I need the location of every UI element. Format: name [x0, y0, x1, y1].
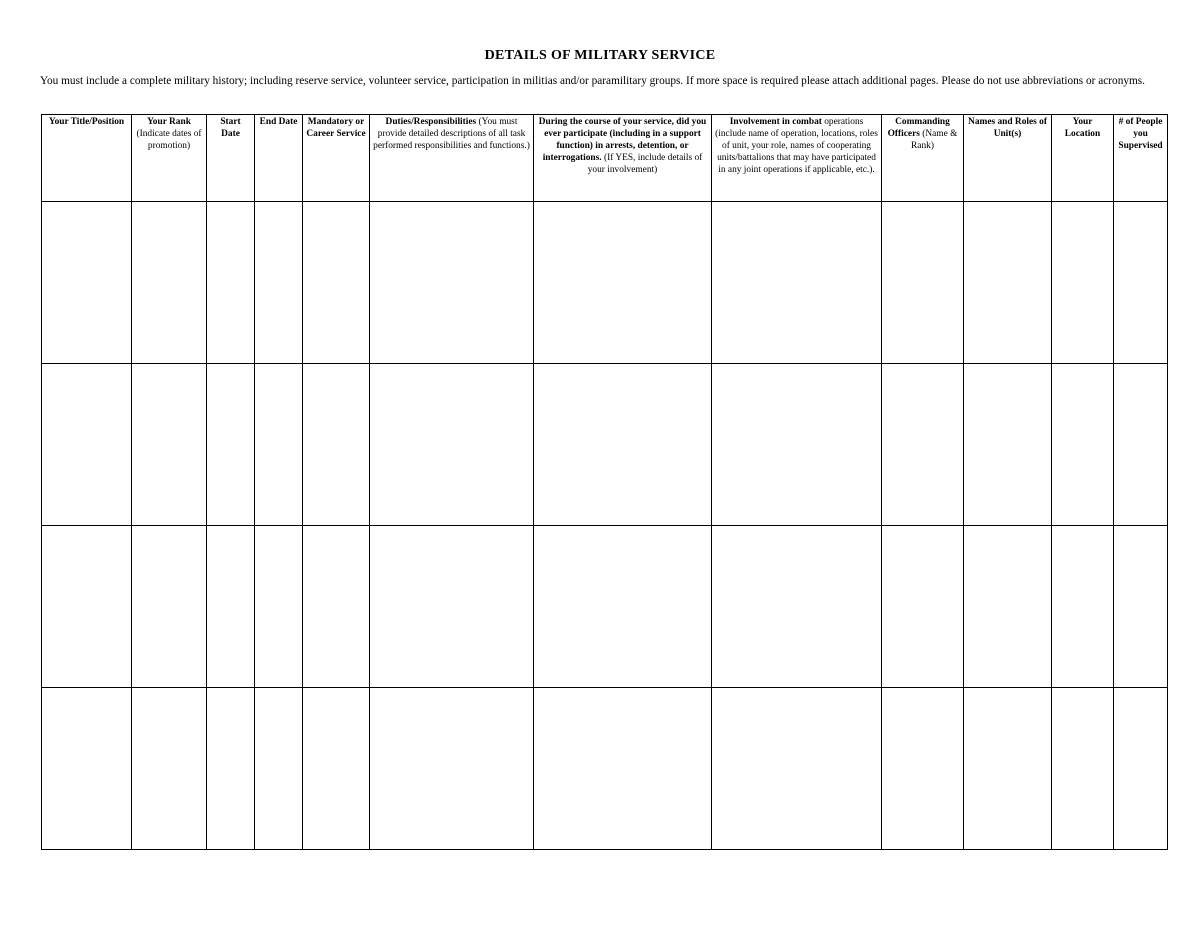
table-cell[interactable] — [42, 526, 132, 688]
table-cell[interactable] — [964, 688, 1052, 850]
table-cell[interactable] — [303, 688, 370, 850]
table-cell[interactable] — [712, 688, 882, 850]
table-cell[interactable] — [712, 526, 882, 688]
header-main: Your Rank — [147, 117, 191, 127]
header-row — [42, 115, 1168, 202]
table-cell[interactable] — [132, 688, 207, 850]
header-arrests-detention — [534, 115, 712, 202]
table-cell[interactable] — [42, 364, 132, 526]
table-cell[interactable] — [370, 202, 534, 364]
table-cell[interactable] — [712, 364, 882, 526]
table-cell[interactable] — [964, 526, 1052, 688]
table-row — [42, 202, 1168, 364]
table-cell[interactable] — [255, 202, 303, 364]
table-row — [42, 688, 1168, 850]
table-cell[interactable] — [882, 202, 964, 364]
table-cell[interactable] — [882, 364, 964, 526]
header-main: Mandatory or Career Service — [306, 117, 366, 139]
table-cell[interactable] — [255, 364, 303, 526]
header-sub: (Name & Rank) — [911, 129, 958, 151]
document-title: DETAILS OF MILITARY SERVICE — [484, 48, 716, 63]
header-sub: operations (include name of operation, locations, roles of unit, your role, names of cooperating units/battalions that may have participated in any joint operations if applicable, etc.). — [715, 117, 878, 175]
table-cell[interactable] — [882, 526, 964, 688]
table-body — [42, 202, 1168, 850]
table-cell[interactable] — [207, 526, 255, 688]
table-cell[interactable] — [42, 688, 132, 850]
table-cell[interactable] — [1114, 688, 1168, 850]
table-cell[interactable] — [370, 526, 534, 688]
header-location — [1052, 115, 1114, 202]
header-sub: (Indicate dates of promotion) — [136, 129, 202, 151]
table-cell[interactable] — [303, 364, 370, 526]
table-cell[interactable] — [1052, 526, 1114, 688]
table-cell[interactable] — [1114, 526, 1168, 688]
table-cell[interactable] — [42, 202, 132, 364]
table-cell[interactable] — [534, 202, 712, 364]
table-cell[interactable] — [255, 688, 303, 850]
military-service-table — [41, 114, 1168, 850]
table-cell[interactable] — [207, 364, 255, 526]
table-cell[interactable] — [207, 202, 255, 364]
table-cell[interactable] — [1114, 364, 1168, 526]
table-cell[interactable] — [712, 202, 882, 364]
table-row — [42, 526, 1168, 688]
header-main: Commanding Officers — [887, 117, 950, 139]
header-main: Names and Roles of Unit(s) — [968, 117, 1047, 139]
header-main: Involvement in combat — [729, 117, 822, 127]
table-cell[interactable] — [964, 202, 1052, 364]
header-main: Duties/Responsibilities — [385, 117, 477, 127]
table-cell[interactable] — [1052, 688, 1114, 850]
header-rank — [132, 115, 207, 202]
header-units — [964, 115, 1052, 202]
table-cell[interactable] — [303, 202, 370, 364]
header-title-position — [42, 115, 132, 202]
header-people-supervised — [1114, 115, 1168, 202]
table-cell[interactable] — [1052, 202, 1114, 364]
table-cell[interactable] — [370, 364, 534, 526]
header-service-type — [303, 115, 370, 202]
table-cell[interactable] — [132, 526, 207, 688]
header-duties — [370, 115, 534, 202]
table-cell[interactable] — [882, 688, 964, 850]
table-cell[interactable] — [534, 526, 712, 688]
table-cell[interactable] — [370, 688, 534, 850]
header-main: Your Title/Position — [48, 117, 125, 127]
table-cell[interactable] — [132, 202, 207, 364]
table-cell[interactable] — [1114, 202, 1168, 364]
table-cell[interactable] — [534, 688, 712, 850]
header-start-date — [207, 115, 255, 202]
table-cell[interactable] — [255, 526, 303, 688]
instructions-text: You must include a complete military history; including reserve service, volunteer service, participation in militias and/or paramilitary groups. If more space is required please attach additional pages. Please do not use abbreviations or acronyms. — [40, 75, 1145, 87]
header-end-date — [255, 115, 303, 202]
table-cell[interactable] — [132, 364, 207, 526]
table-row — [42, 364, 1168, 526]
table-cell[interactable] — [964, 364, 1052, 526]
header-combat-involvement — [712, 115, 882, 202]
table-cell[interactable] — [207, 688, 255, 850]
header-main: Start Date — [220, 117, 241, 139]
header-main: # of People you Supervised — [1118, 117, 1163, 151]
table-cell[interactable] — [534, 364, 712, 526]
header-main: Your Location — [1064, 117, 1101, 139]
table-cell[interactable] — [303, 526, 370, 688]
header-sub: (You must provide detailed descriptions of all task performed responsibilities and functions.) — [373, 117, 530, 151]
header-main: During the course of your service, did you ever participate (including in a support function) in arrests, detention, or interrogations. — [538, 117, 707, 163]
table-cell[interactable] — [1052, 364, 1114, 526]
header-sub: (If YES, include details of your involvement) — [587, 153, 703, 175]
header-main: End Date — [259, 117, 298, 127]
header-commanding-officers — [882, 115, 964, 202]
